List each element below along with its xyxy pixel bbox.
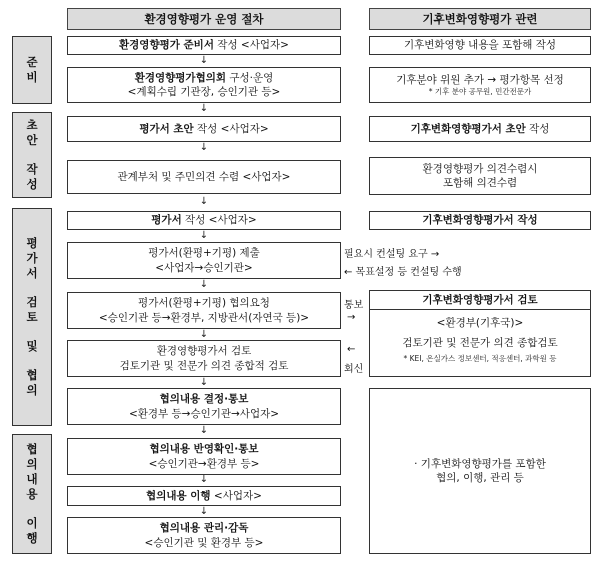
phase-implement-char: 행	[26, 530, 38, 545]
down-arrow-icon: ↓	[199, 329, 209, 340]
step-confirm	[67, 438, 341, 475]
step-implement-actor: <사업자>	[210, 489, 262, 502]
phase-draft	[12, 112, 52, 198]
step-prep-report	[67, 36, 341, 55]
phase-implement-char: 협	[26, 442, 38, 457]
reply-label: 회신	[344, 364, 364, 375]
down-arrow-icon: ↓	[199, 506, 209, 517]
down-arrow-icon: ↓	[199, 279, 209, 290]
down-arrow-icon: ↓	[199, 377, 209, 388]
step-public-opinion	[67, 160, 341, 194]
climate-implement	[369, 388, 591, 554]
phase-review-char: 협	[26, 367, 38, 382]
down-arrow-icon: ↓	[199, 196, 209, 207]
step-council-actor: <계획수립 기관장, 승인기관 등>	[127, 86, 281, 98]
left-column-header	[67, 8, 341, 30]
right-header-text: 기후변화영향평가 관련	[422, 12, 538, 26]
step-implement-title: 협의내용 이행	[146, 489, 211, 502]
phase-review-char: 평	[26, 236, 38, 251]
phase-prep-char: 비	[26, 70, 38, 84]
phase-implement-char: 내	[26, 472, 38, 487]
climate-review-detail: 검토기관 및 전문가 의견 종합검토	[402, 337, 558, 350]
climate-review-header	[370, 291, 590, 310]
phase-draft-char: 안	[26, 133, 38, 148]
climate-write	[369, 36, 591, 55]
step-manage-actor: <승인기관 및 환경부 등>	[144, 536, 264, 549]
step-report-actor: 작성 <사업자>	[181, 214, 257, 227]
down-arrow-icon: ↓	[199, 425, 209, 436]
consult-perform-label: ← 목표설정 등 컨설팅 수행	[344, 267, 462, 278]
consult-request-label: 필요시 컨설팅 요구 →	[344, 249, 440, 260]
step-draft-title: 평가서 초안	[139, 122, 194, 135]
climate-opinion	[369, 157, 591, 195]
climate-draft-title: 기후변화영향평가서 초안	[410, 122, 526, 135]
step-decision	[67, 388, 341, 425]
notify-label: 통보	[344, 300, 364, 311]
phase-review-char: 가	[26, 251, 38, 266]
climate-review-actor: <환경부(기후국)>	[436, 317, 524, 329]
step-council-title: 환경영향평가협의회	[134, 71, 227, 84]
phase-review-char: 검	[26, 295, 38, 310]
step-submit-title: 평가서(환평+기평) 제출	[148, 247, 260, 260]
climate-opinion-line1: 환경영향평가 의견수렴시	[422, 162, 538, 175]
climate-review	[369, 290, 591, 377]
climate-review-title: 기후변화영향평가서 검토	[422, 293, 538, 306]
phase-prep-char: 준	[26, 55, 38, 70]
step-council-rest: 구성·운영	[226, 71, 274, 84]
climate-implement-line1: · 기후변화영향평가를 포함한	[414, 457, 546, 470]
climate-report-title: 기후변화영향평가서 작성	[422, 214, 538, 227]
down-arrow-icon: ↓	[199, 55, 209, 66]
phase-implement-char: 용	[26, 487, 38, 501]
climate-report	[369, 211, 591, 230]
climate-opinion-line2: 포함해 의견수렴	[442, 177, 518, 189]
climate-draft	[369, 116, 591, 142]
step-implement	[67, 486, 341, 506]
climate-council	[369, 67, 591, 103]
down-arrow-icon: ↓	[199, 142, 209, 153]
phase-implement-char: 이	[26, 515, 38, 530]
notify-arrow-icon: →	[347, 312, 356, 323]
step-report	[67, 211, 341, 230]
left-header-text: 환경영향평가 운영 절차	[144, 12, 264, 26]
phase-prep	[12, 36, 52, 104]
step-draft	[67, 116, 341, 142]
climate-council-text: 기후분야 위원 추가 → 평가항목 선정	[396, 73, 564, 86]
step-prep-report-title: 환경영향평가 준비서	[119, 39, 214, 52]
step-decision-title: 협의내용 결정·통보	[159, 393, 249, 406]
step-manage-title: 협의내용 관리·감독	[159, 522, 249, 535]
phase-review-char: 서	[26, 266, 38, 281]
climate-review-note: * KEI, 온실가스 정보센터, 적응센터, 과학원 등	[403, 354, 557, 364]
step-review	[67, 340, 341, 377]
climate-implement-line2: 협의, 이행, 관리 등	[436, 472, 524, 484]
reply-arrow-icon: ←	[347, 344, 356, 355]
step-submit	[67, 242, 341, 279]
phase-draft-char: 성	[26, 176, 38, 191]
right-column-header	[369, 8, 591, 30]
phase-review-char: 토	[26, 310, 38, 324]
step-consult-request-title: 평가서(환평+기평) 협의요청	[138, 297, 270, 310]
phase-implement	[12, 434, 52, 554]
phase-draft-char: 작	[26, 162, 38, 176]
step-confirm-actor: <승인기관→환경부 등>	[148, 457, 260, 470]
step-review-title: 환경영향평가서 검토	[156, 345, 252, 358]
phase-review	[12, 208, 52, 426]
phase-implement-char: 의	[26, 457, 38, 472]
down-arrow-icon: ↓	[199, 230, 209, 241]
step-prep-report-actor: 작성 <사업자>	[213, 39, 289, 52]
phase-review-char: 의	[26, 382, 38, 397]
step-submit-actor: <사업자→승인기관>	[155, 261, 253, 274]
step-review-detail: 검토기관 및 전문가 의견 종합적 검토	[119, 359, 289, 372]
climate-draft-rest: 작성	[525, 122, 550, 135]
step-council	[67, 67, 341, 103]
down-arrow-icon: ↓	[199, 474, 209, 485]
step-consult-request	[67, 292, 341, 329]
step-public-opinion-text: 관계부처 및 주민의견 수렴 <사업자>	[117, 170, 291, 183]
step-decision-actor: <환경부 등→승인기관→사업자>	[128, 407, 280, 420]
phase-review-char: 및	[26, 338, 38, 353]
step-report-title: 평가서	[151, 214, 182, 227]
step-confirm-title: 협의내용 반영확인·통보	[149, 443, 259, 456]
down-arrow-icon: ↓	[199, 103, 209, 114]
climate-write-text: 기후변화영향 내용을 포함해 작성	[403, 39, 556, 52]
step-draft-actor: 작성 <사업자>	[193, 122, 269, 135]
step-consult-request-actor: <승인기관 등→환경부, 지방관서(자연국 등)>	[98, 311, 310, 324]
climate-council-note: * 기후 분야 공무원, 민간전문가	[428, 87, 532, 97]
step-manage	[67, 517, 341, 554]
phase-draft-char: 초	[26, 118, 38, 133]
